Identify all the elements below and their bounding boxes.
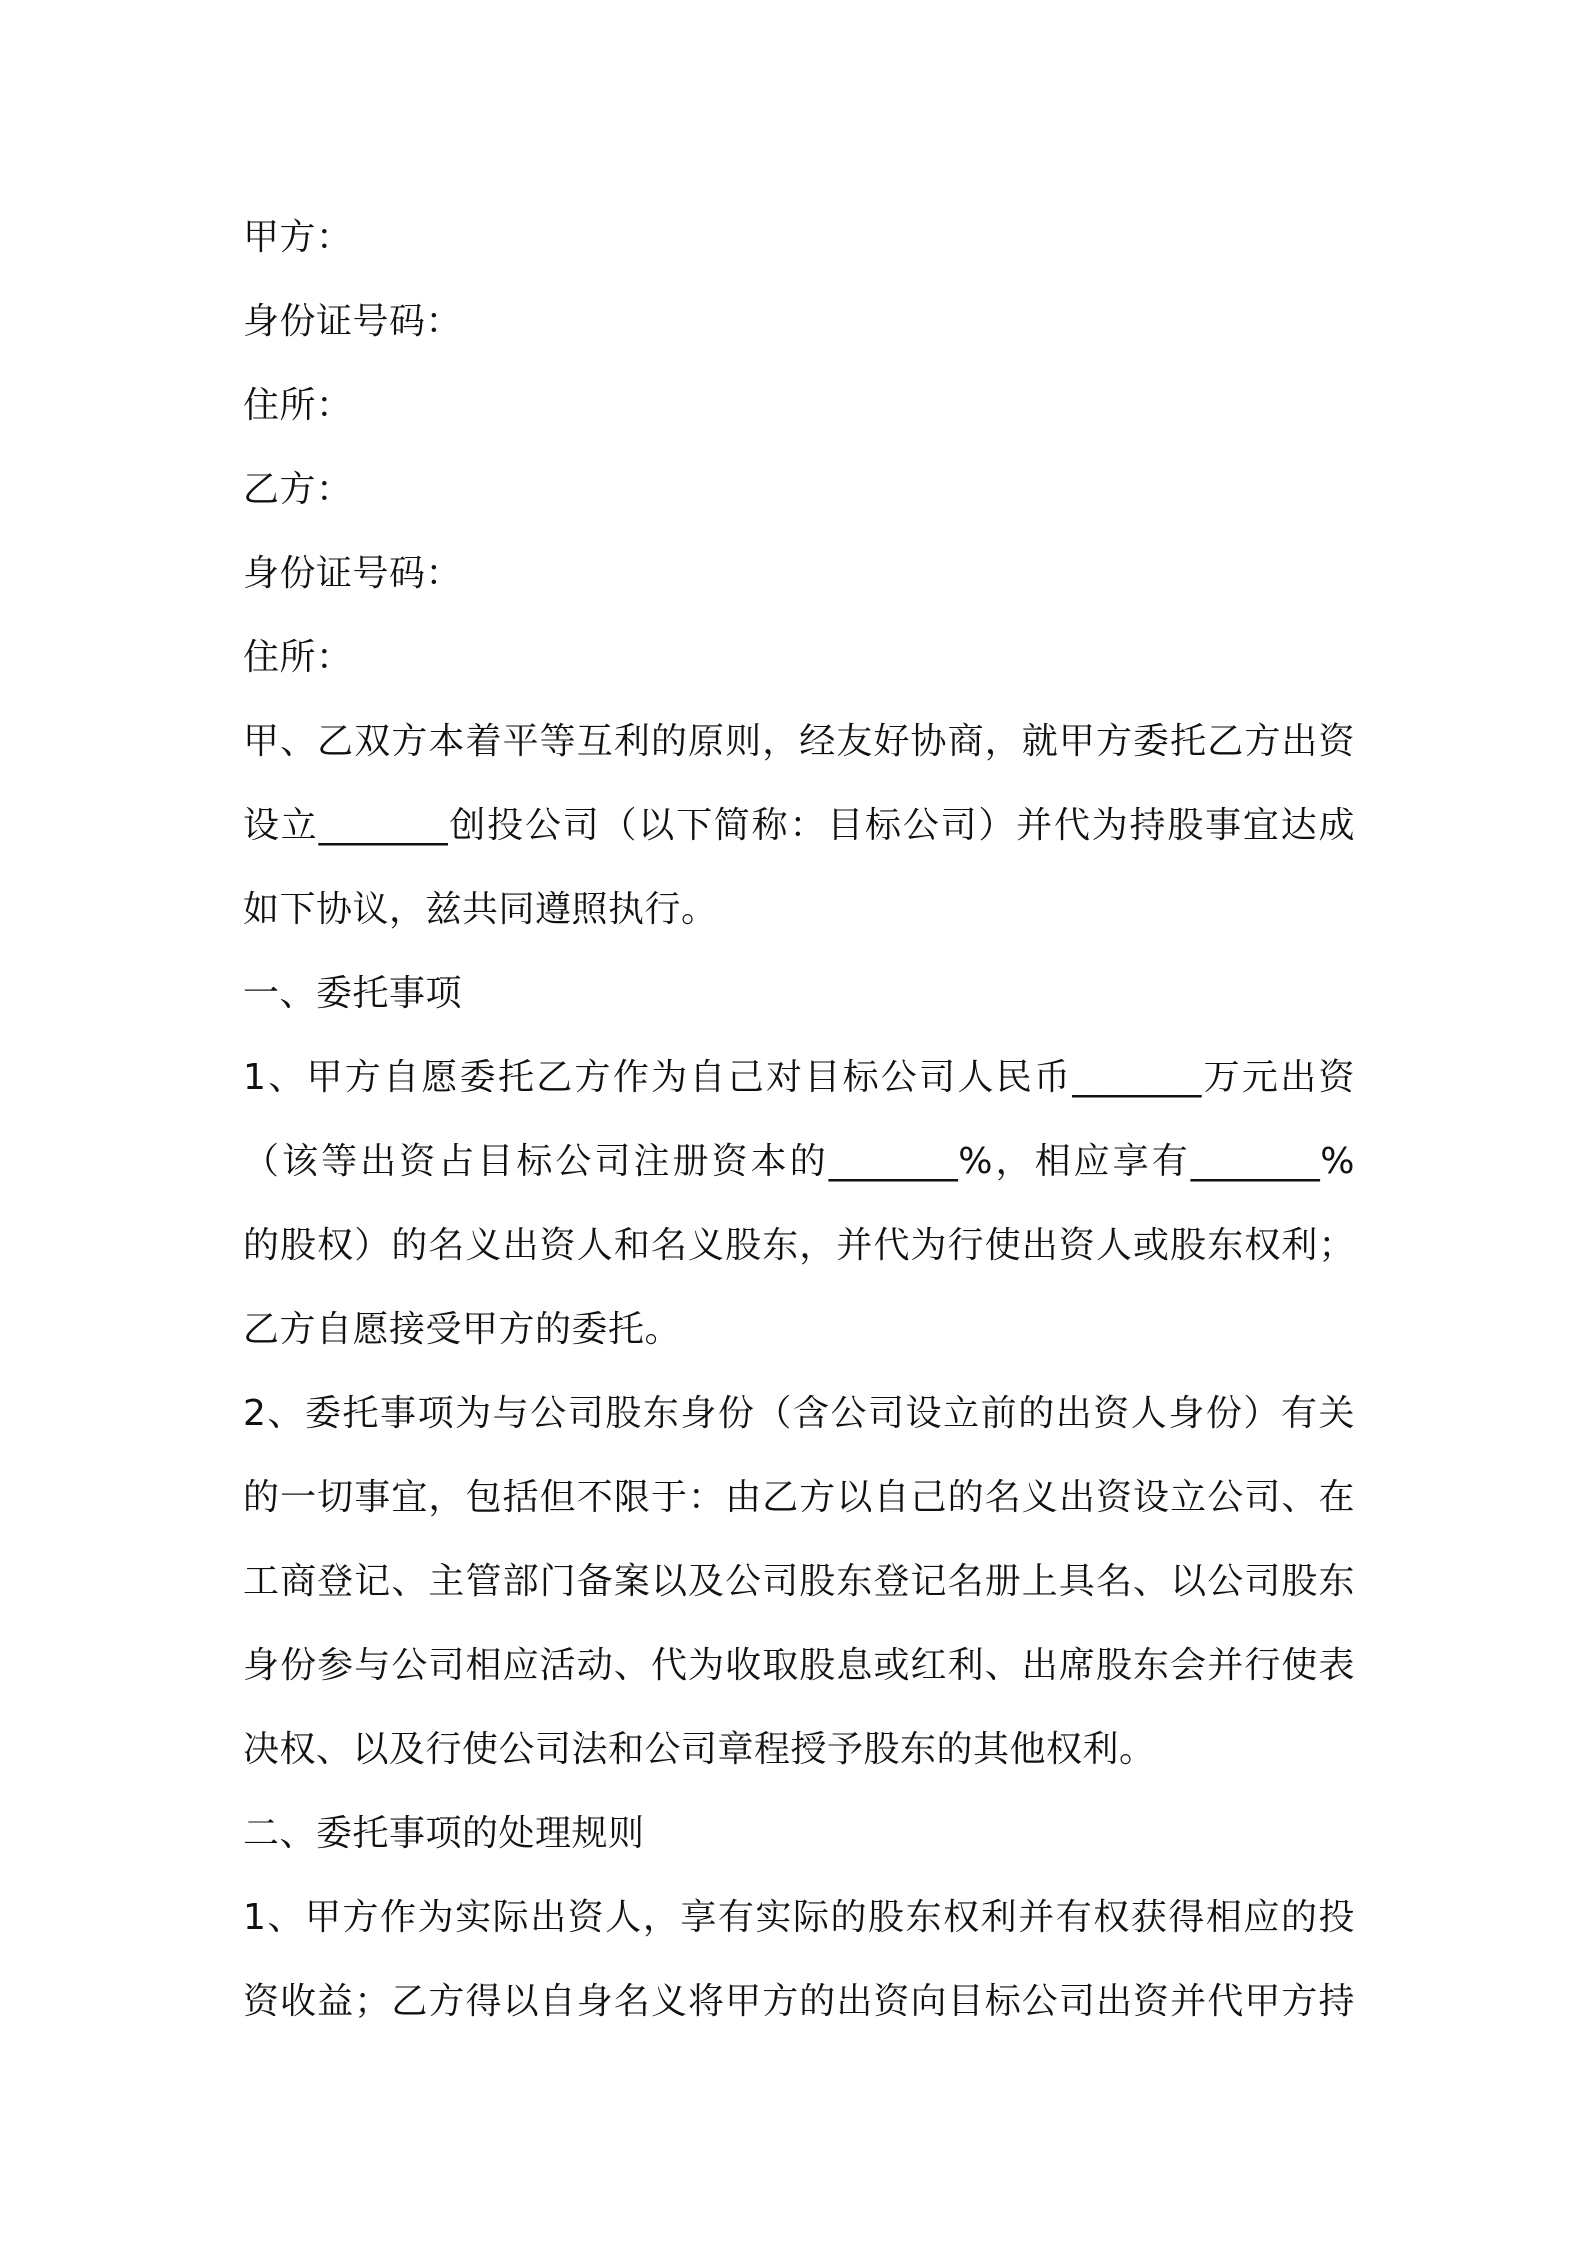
- clause-line: 的股权）的名义出资人和名义股东，并代为行使出资人或股东权利；: [243, 1225, 1355, 1266]
- party-b-address-label: 住所：: [243, 637, 353, 678]
- clause-line: 2、委托事项为与公司股东身份（含公司设立前的出资人身份）有关: [243, 1393, 1355, 1434]
- clause-line: （该等出资占目标公司注册资本的_______%，相应享有_______%: [243, 1141, 1355, 1182]
- document-body: [243, 196, 1355, 2044]
- section-2-title: 二、委托事项的处理规则: [243, 1813, 645, 1854]
- section-1-title: 一、委托事项: [243, 973, 463, 1014]
- clause-line: 乙方自愿接受甲方的委托。: [243, 1309, 682, 1350]
- clause-2-1: [243, 1876, 1355, 2044]
- clause-line: 决权、以及行使公司法和公司章程授予股东的其他权利。: [243, 1729, 1156, 1770]
- intro-line: 甲、乙双方本着平等互利的原则，经友好协商，就甲方委托乙方出资: [243, 721, 1355, 762]
- clause-1-2: [243, 1372, 1355, 1792]
- clause-line: 工商登记、主管部门备案以及公司股东登记名册上具名、以公司股东: [243, 1561, 1355, 1602]
- clause-line: 的一切事宜，包括但不限于：由乙方以自己的名义出资设立公司、在: [243, 1477, 1355, 1518]
- party-a-label: 甲方：: [243, 217, 353, 258]
- intro-line: 如下协议，兹共同遵照执行。: [243, 889, 718, 930]
- intro-paragraph: [243, 700, 1355, 952]
- clause-line: 身份参与公司相应活动、代为收取股息或红利、出席股东会并行使表: [243, 1645, 1355, 1686]
- clause-line: 1、甲方作为实际出资人，享有实际的股东权利并有权获得相应的投: [243, 1897, 1355, 1938]
- party-b-label: 乙方：: [243, 469, 353, 510]
- party-a-id-label: 身份证号码：: [243, 301, 463, 342]
- clause-1-1: [243, 1036, 1355, 1372]
- clause-line: 资收益；乙方得以自身名义将甲方的出资向目标公司出资并代甲方持: [243, 1981, 1355, 2022]
- party-a-address-label: 住所：: [243, 385, 353, 426]
- clause-line: 1、甲方自愿委托乙方作为自己对目标公司人民币_______万元出资: [243, 1057, 1355, 1098]
- party-b-id-label: 身份证号码：: [243, 553, 463, 594]
- intro-line: 设立_______创投公司（以下简称：目标公司）并代为持股事宜达成: [243, 805, 1355, 846]
